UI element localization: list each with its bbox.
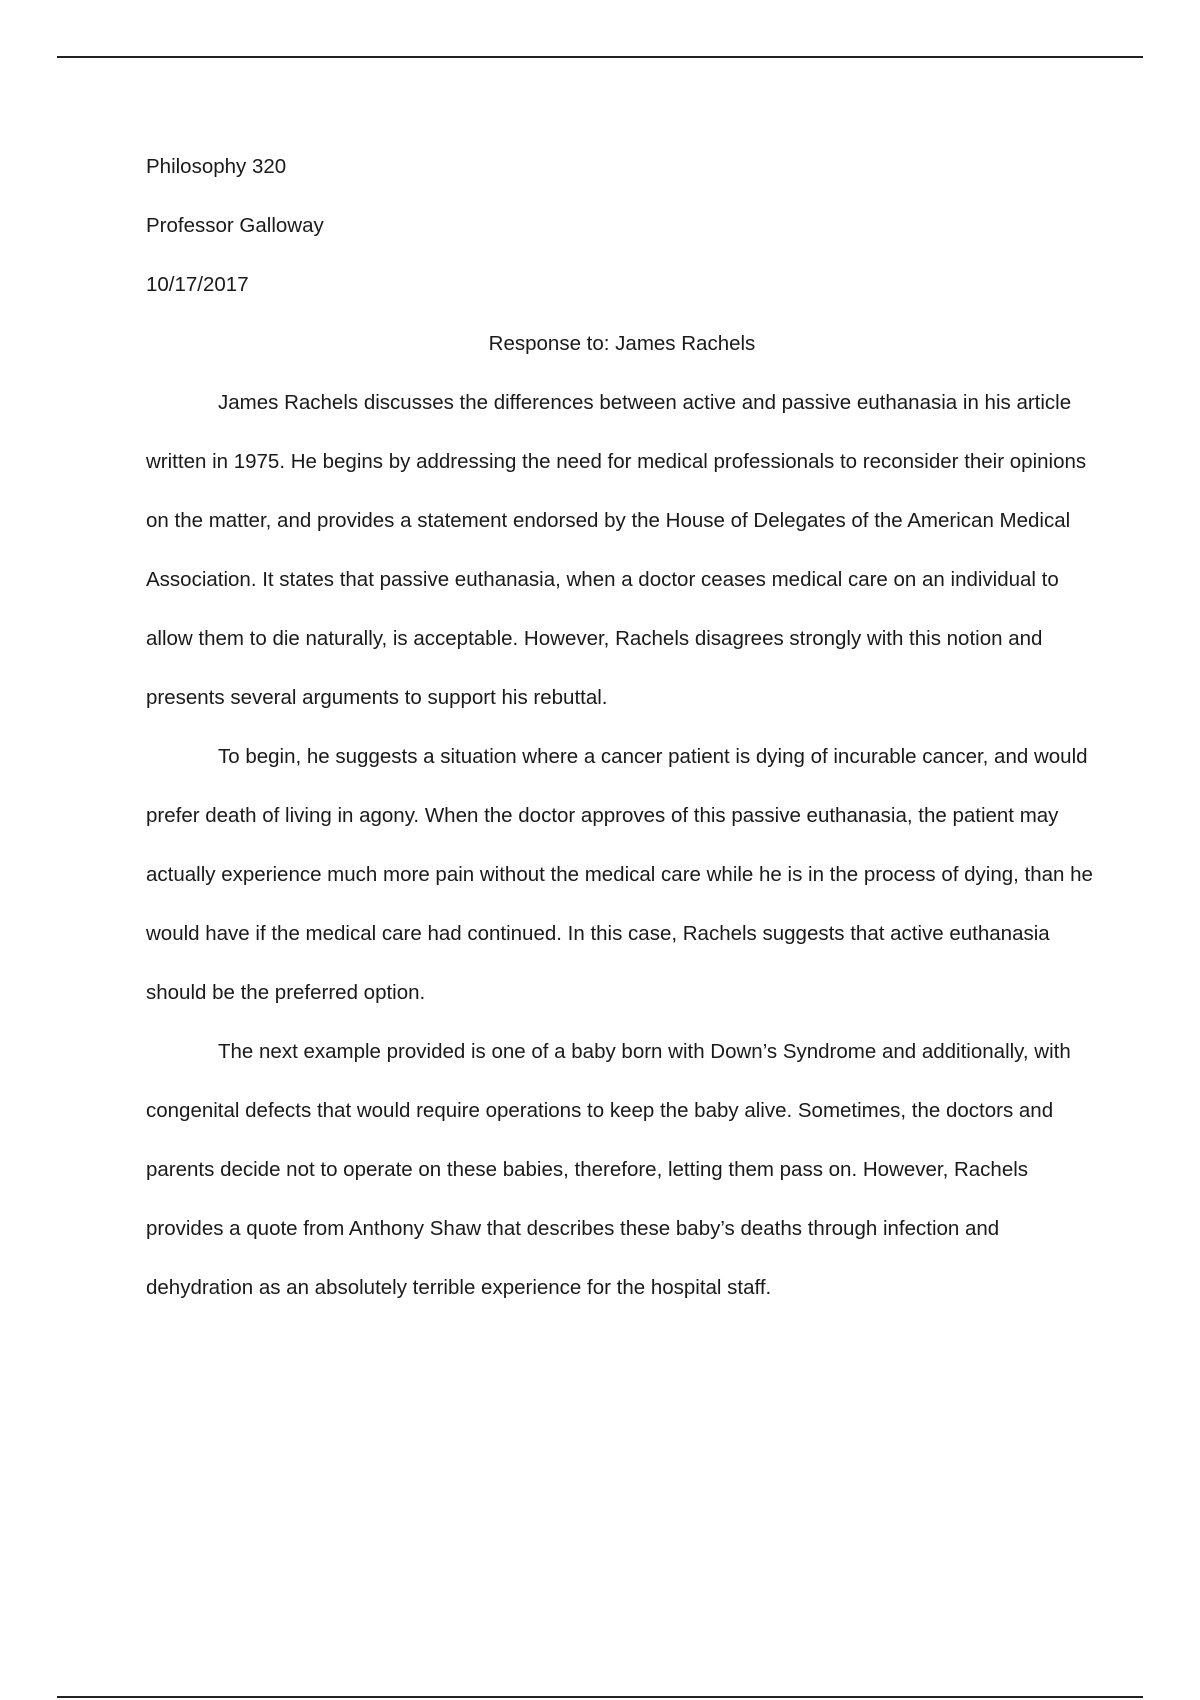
paragraph: The next example provided is one of a baby born with Down’s Syndrome and additionally, with congenital defects that would require operations to keep the baby alive. Sometimes, the doctors and parents decide not to operate on these babies, therefore, letting them pass on. However, Rachels provides a quote from Anthony Shaw that describes these baby’s deaths through infection and dehydration as an absolutely terrible experience for the hospital staff. — [146, 1040, 1071, 1299]
header-rule — [57, 56, 1143, 58]
professor-name: Professor Galloway — [146, 214, 324, 237]
course-name: Philosophy 320 — [146, 155, 287, 178]
paragraph: To begin, he suggests a situation where a cancer patient is dying of incurable cancer, and would prefer death of living in agony. When the doctor approves of this passive euthanasia, the patient may actually experience much more pain without the medical care while he is in the process of dying, than he would have if the medical care had continued. In this case, Rachels suggests that active euthanasia should be the preferred option. — [146, 745, 1093, 1004]
document-title: Response to: James Rachels — [488, 332, 756, 355]
footer-rule — [57, 1696, 1143, 1698]
paragraph: James Rachels discusses the differences between active and passive euthanasia in his article written in 1975. He begins by addressing the need for medical professionals to reconsider their opinions on the matter, and provides a statement endorsed by the House of Delegates of the American Medical Association. It states that passive euthanasia, when a doctor ceases medical care on an individual to allow them to die naturally, is acceptable. However, Rachels disagrees strongly with this notion and presents several arguments to support his rebuttal. — [146, 391, 1087, 709]
document-body — [146, 137, 1098, 1317]
document-date: 10/17/2017 — [146, 273, 249, 296]
